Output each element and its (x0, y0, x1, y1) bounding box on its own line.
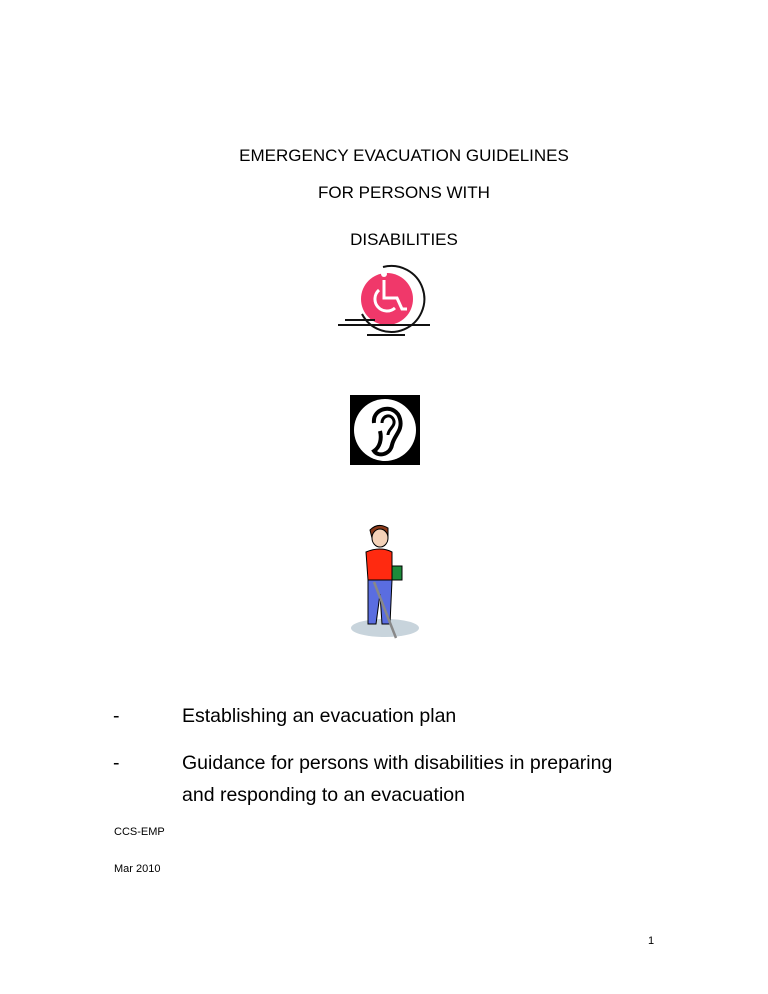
person-with-cane-illustration (348, 520, 423, 640)
bullet-text-continued: and responding to an evacuation (182, 784, 465, 806)
bullet-marker: - (113, 705, 120, 727)
bullet-text: Establishing an evacuation plan (182, 705, 457, 727)
wheelchair-icon (335, 264, 435, 340)
bullet-marker: - (113, 752, 120, 774)
title-line-3: DISABILITIES (350, 230, 458, 249)
bullet-text: Guidance for persons with disabilities in preparing (182, 752, 613, 774)
date: Mar 2010 (114, 863, 161, 875)
title-line-2: FOR PERSONS WITH (318, 183, 490, 202)
organization: CCS-EMP (114, 826, 165, 838)
ear-hearing-icon (350, 395, 420, 465)
page-number: 1 (648, 935, 655, 947)
title-line-1: EMERGENCY EVACUATION GUIDELINES (239, 146, 569, 165)
